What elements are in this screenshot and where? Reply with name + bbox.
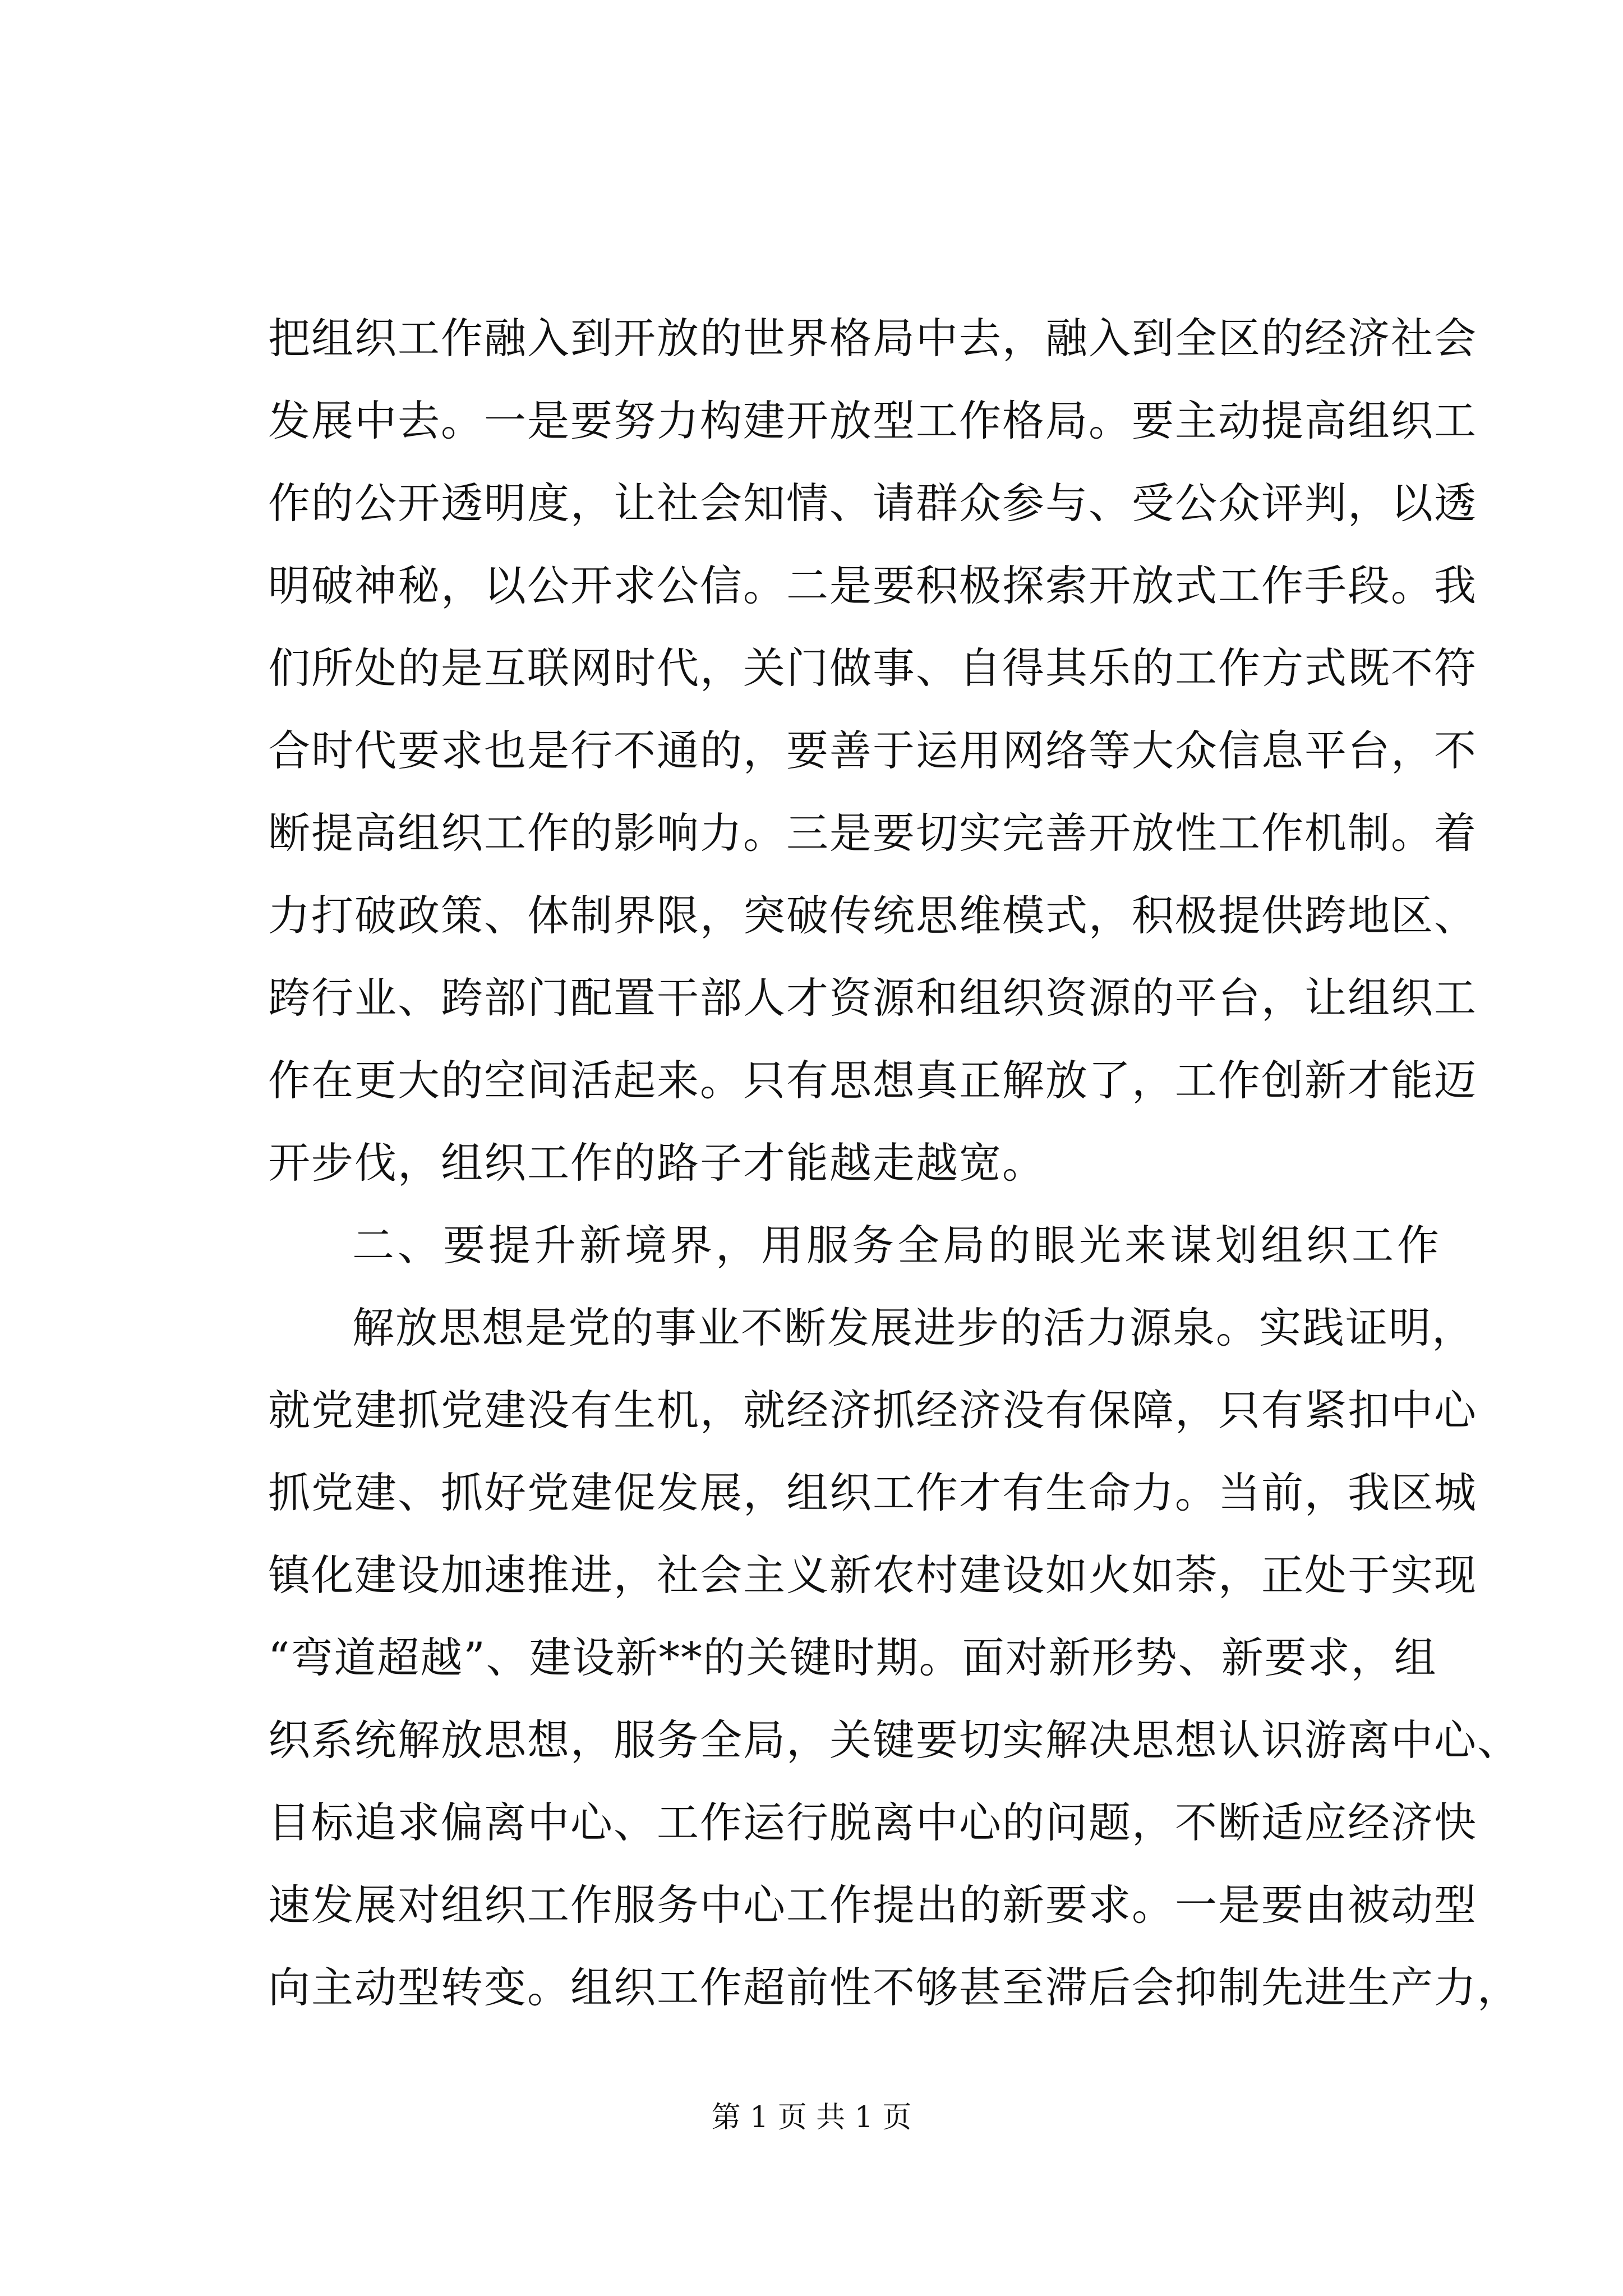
- paragraph-2-line-7: 目标追求偏离中心、工作运行脱离中心的问题，不断适应经济快: [268, 1798, 1478, 1847]
- paragraph-1-line-3: 作的公开透明度，让社会知情、请群众参与、受公众评判，以透: [268, 478, 1478, 528]
- paragraph-1-line-10: 作在更大的空间活起来。只有思想真正解放了，工作创新才能迈: [268, 1056, 1478, 1105]
- paragraph-2-line-8: 速发展对组织工作服务中心工作提出的新要求。一是要由被动型: [268, 1880, 1478, 1930]
- paragraph-1-line-4: 明破神秘，以公开求公信。二是要积极探索开放式工作手段。我: [268, 561, 1478, 610]
- paragraph-1-line-11: 开步伐，组织工作的路子才能越走越宽。: [268, 1138, 1046, 1188]
- paragraph-2-line-5: “弯道超越”、建设新**的关键时期。面对新形势、新要求，组: [268, 1633, 1437, 1682]
- paragraph-2-line-3: 抓党建、抓好党建促发展，组织工作才有生命力。当前，我区城: [268, 1468, 1478, 1517]
- paragraph-1-line-7: 断提高组织工作的影响力。三是要切实完善开放性工作机制。着: [268, 808, 1478, 858]
- document-body: [268, 297, 1521, 2029]
- paragraph-1-line-6: 合时代要求也是行不通的，要善于运用网络等大众信息平台，不: [268, 726, 1478, 775]
- paragraph-2-line-4: 镇化建设加速推进，社会主义新农村建设如火如荼，正处于实现: [268, 1550, 1478, 1600]
- paragraph-1-line-2: 发展中去。一是要努力构建开放型工作格局。要主动提高组织工: [268, 396, 1478, 445]
- paragraph-2-line-1: 解放思想是党的事业不断发展进步的活力源泉。实践证明，: [352, 1303, 1476, 1352]
- page-number-footer: 第 1 页 共 1 页: [711, 2101, 912, 2134]
- paragraph-2-line-6: 织系统解放思想，服务全局，关键要切实解决思想认识游离中心、: [268, 1715, 1521, 1765]
- paragraph-2-line-2: 就党建抓党建没有生机，就经济抓经济没有保障，只有紧扣中心: [268, 1386, 1478, 1435]
- paragraph-1-line-5: 们所处的是互联网时代，关门做事、自得其乐的工作方式既不符: [268, 643, 1478, 693]
- paragraph-2-line-9: 向主动型转变。组织工作超前性不够甚至滞后会抑制先进生产力，: [268, 1963, 1521, 2012]
- paragraph-1-line-1: 把组织工作融入到开放的世界格局中去，融入到全区的经济社会: [268, 314, 1478, 363]
- section-heading: 二、要提升新境界，用服务全局的眼光来谋划组织工作: [352, 1221, 1443, 1270]
- paragraph-1-line-8: 力打破政策、体制界限，突破传统思维模式，积极提供跨地区、: [268, 891, 1478, 940]
- paragraph-1-line-9: 跨行业、跨部门配置干部人才资源和组织资源的平台，让组织工: [268, 973, 1478, 1023]
